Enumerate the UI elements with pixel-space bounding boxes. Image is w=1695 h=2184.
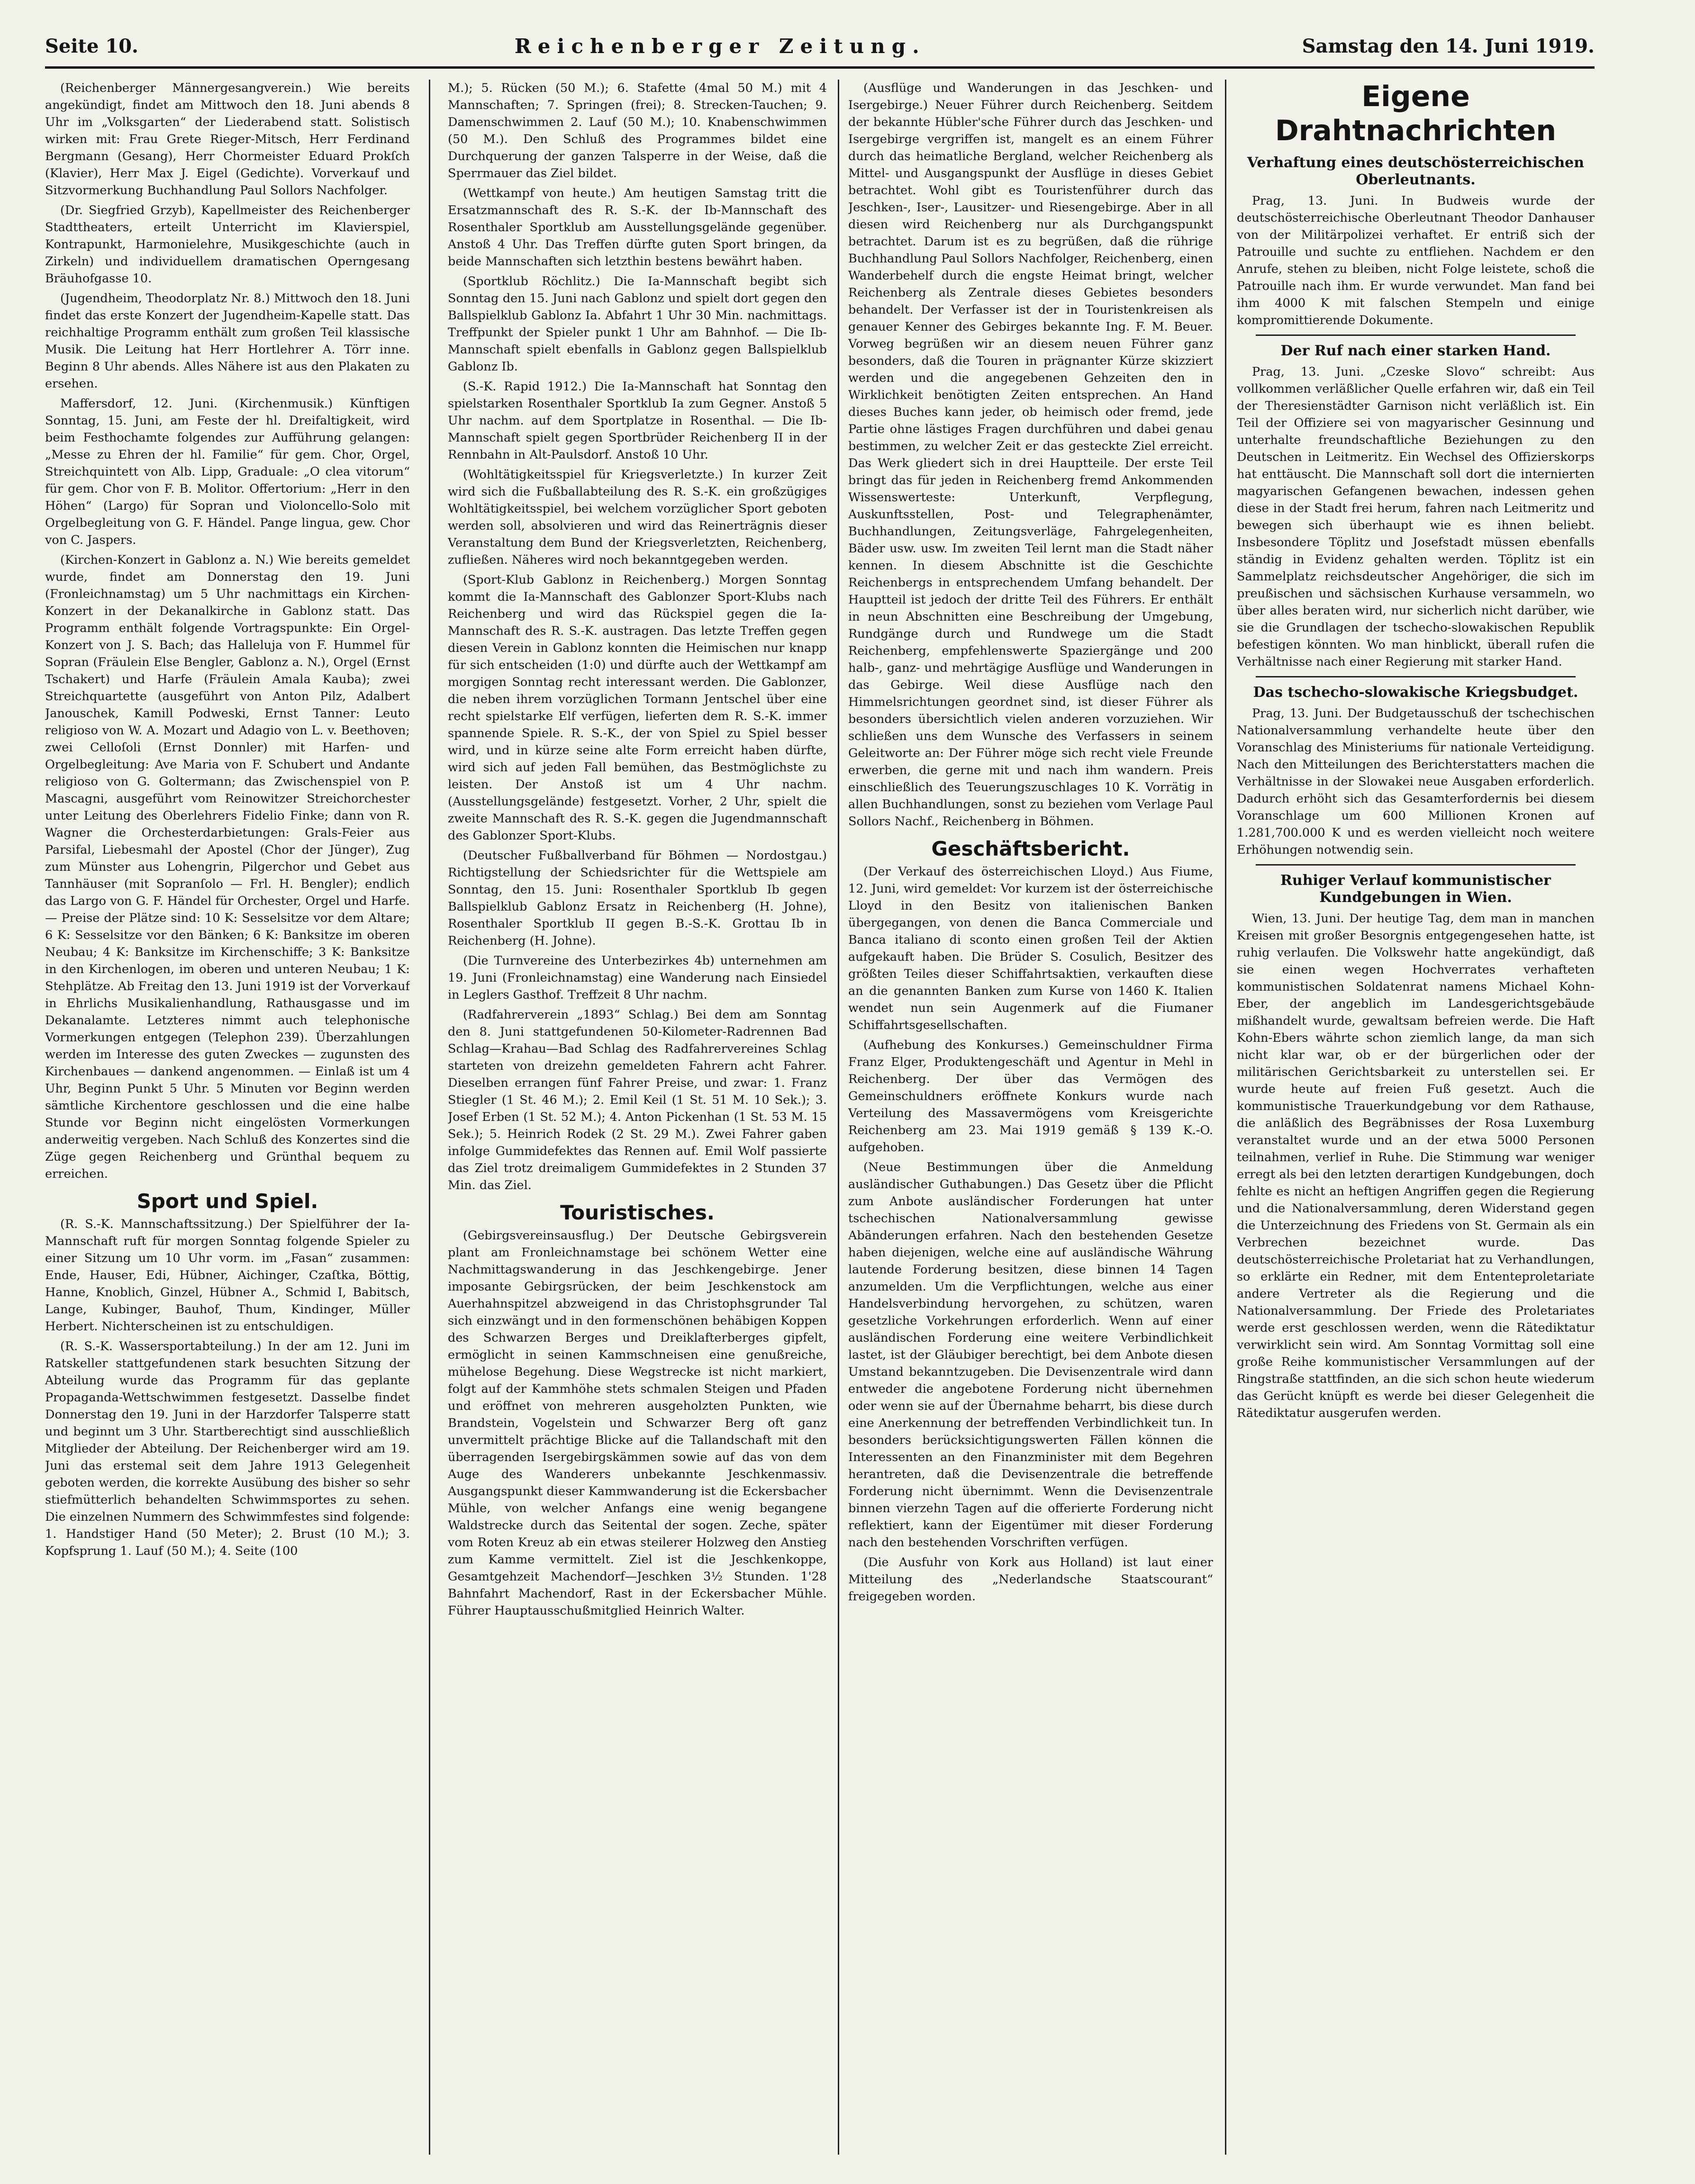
article-lloyd: (Der Verkauf des österreichischen Lloyd.) Aus Fiume, 12. Juni, wird gemeldet: Vor kurzem ist der österreichische Lloyd in den Besitz von italienischen Banken übergegangen, von denen die Banca Commerciale und Banca italiano di sconto einen großen Teil der Aktien aufgekauft haben. Die Brüder S. Cosulich, Besitzer des größten Teiles dieser Schiffahrtsaktien, verkauften diese an die genannten Banken zum Kurse von 1460 K. Italien wendet nun sein Augenmerk auf die Fiumaner Schiffahrtsgesellschaften. — [848, 865, 1213, 1032]
header-rule — [45, 66, 1595, 69]
headline-verhaftung: Verhaftung eines deutschösterreichischen Oberleutnants. — [1247, 154, 1585, 188]
article-verhaftung: Prag, 13. Juni. In Budweis wurde der deutschösterreichische Oberleutnant Theodor Danhauser von der Militärpolizei verhaftet. Er entriß sich der Patrouille und suchte zu entfliehen. Nachdem er den Anrufe, stehen zu bleiben, nicht Folge leistete, schoß die Patrouille nach ihm. Er wurde verwundet. Man fand bei ihm 4000 K mit falschen Stempeln und einige kompromittierende Dokumente. — [1237, 194, 1595, 327]
article-guthabungen: (Neue Bestimmungen über die Anmeldung ausländischer Guthabungen.) Das Gesetz über die Pflicht zum Anbote ausländischer Forderungen hat unter tschechischen Nationalversammlung gewisse Abänderungen erfahren. Nach den bestehenden Gesetze haben diejenigen, welche eine auf ausländische Währung lautende Forderung besitzen, diese binnen 14 Tagen anzumelden. Um die Verpflichtungen, welche aus einer Handelsverbindung hervorgehen, zu schützen, waren gesetzliche Vorkehrungen erforderlich. Wenn auf einer ausländischen Forderung eine weitere Verbindlichkeit lastet, ist der Gläubiger berechtigt, bei dem Anbote diesen Umstand bekanntzugeben. Die Devisenzentrale wird dann entweder die angebotene Forderung nicht übernehmen oder wenn sie auf der Übernahme beharrt, bis diese durch eine Anerkennung der betreffenden Verbindlichkeit tun. In besonders berücksichtigungswerten Fällen können die Interessenten an den Finanzminister mit dem Begehren herantreten, daß die Devisenzentrale die betreffende Forderung nicht übernimmt. Wenn die Devisenzentrale binnen vierzehn Tagen auf die offerierte Forderung nicht reflektiert, kann der Eigentümer mit dieser Forderung nach den bestehenden Vorschriften verfügen. — [848, 1160, 1213, 1550]
headline-kriegsbudget: Das tschecho-slowakische Kriegsbudget. — [1253, 684, 1578, 701]
newspaper-title: Reichenberger Zeitung. — [514, 34, 926, 58]
separator — [1256, 334, 1576, 336]
article-gebirgsverein: (Gebirgsvereinsausflug.) Der Deutsche Gebirgsverein plant am Fronleichnamstage bei schönem Wetter eine Nachmittagswanderung in das Jeschkengebirge. Jener imposante Gebirgsrücken, der beim Jeschkenstock am Auerhahnspitzel abzweigend in das Christophsgrunder Tal sich einzwängt und in den formenschönen behäbigen Koppen des Schwarzen Berges und Dreiklafterberges gipfelt, ermöglicht in seinen Kammschneisen eine genußreiche, mühelose Begehung. Diese Wegstrecke ist nicht markiert, folgt auf der Kammhöhe stets schmalen Steigen und Pfaden und eröffnet von mehreren ausgeholzten Punkten, wie Brandstein, Vogelstein und Schwarzer Berg oft ganz unvermittelt prächtige Blicke auf die Tallandschaft mit den überragenden Isergebirgskämmen sowie auf das von dem Auge des Wanderers unbekannte Jeschkenmassiv. Ausgangspunkt dieser Kammwanderung ist die Eckersbacher Mühle, von welcher Anfangs eine wenig begangene Waldstrecke durch das Seitental der sogen. Zeche, später vom Roten Kreuz ab ein etwas steilerer Holzweg den Anstieg zum Kamme vermittelt. Ziel ist die Jeschkenkoppe, Gesamtgehzeit Machendorf—Jeschken 3½ Stunden. 1'28 Bahnfahrt Machendorf, Rast in der Eckersbacher Mühle. Führer Hauptausschußmitglied Heinrich Walter. — [448, 1228, 827, 1618]
article-kriegsbudget: Prag, 13. Juni. Der Budgetausschuß der tschechischen Nationalversammlung verhandelte heute über den Voranschlag des Ministeriums für nationale Verteidigung. Nach den Mitteilungen des Berichterstatters machen die Verhältnisse in der Slowakei neue Ausgaben erforderlich. Dadurch erhöht sich das Gesamterfordernis bei diesem Voranschlage um 600 Millionen Kronen auf 1.281,700.000 K und es werden vielleicht noch weitere Erhöhungen notwendig sein. — [1237, 706, 1595, 857]
article-wassersport-cont: M.); 5. Rücken (50 M.); 6. Stafette (4mal 50 M.) mit 4 Mannschaften; 7. Springen (frei); 8. Strecken-Tauchen; 9. Damenschwimmen 2. Lauf (50 M.); 10. Knabenschwimmen (50 M.). Den Schluß des Programmes bildet eine Durchquerung der ganzen Talsperre in der Weise, daß die Sperrmauer das Ziel bildet. — [448, 81, 827, 180]
article-turnvereine: (Die Turnvereine des Unterbezirkes 4b) unternehmen am 19. Juni (Fronleichnamstag) eine Wanderung nach Einsiedel in Leglers Gasthof. Treffzeit 8 Uhr nachm. — [448, 954, 827, 1002]
section-heading-touristisches: Touristisches. — [560, 1201, 715, 1224]
column-rule — [1225, 80, 1226, 2155]
article-radfahrer: (Radfahrerverein „1893“ Schlag.) Bei dem am Sonntag den 8. Juni stattgefundenen 50-Kilometer-Radrennen Bad Schlag—Krahau—Bad Schlag des Radfahrervereines Schlag starteten von dreizehn gemeldeten Fahrern acht Fahrer. Dieselben errangen fünf Fahrer Preise, und zwar: 1. Franz Stiegler (1 St. 46 M.); 2. Emil Keil (1 St. 51 M. 10 Sek.); 3. Josef Erben (1 St. 52 M.); 4. Anton Pickenhan (1 St. 53 M. 15 Sek.); 5. Heinrich Rodek (2 St. 29 M.). Zwei Fahrer gaben infolge Gummidefektes das Rennen auf. Emil Wolf passierte das Ziel trotz dreimaligem Gummidefektes in 2 Stunden 37 Min. das Ziel. — [448, 1008, 827, 1192]
article-gablonz: (Sport-Klub Gablonz in Reichenberg.) Morgen Sonntag kommt die Ia-Mannschaft des Gablonzer Sport-Klubs nach Reichenberg und wird das Rückspiel gegen die Ia-Mannschaft des R. S.-K. austragen. Das letzte Treffen gegen diesen Verein in Gablonz konnten die Heimischen nur knapp für sich entscheiden (1:0) und dürfte auch der Wettkampf am morgigen Sonntag recht interessant werden. Die Gablonzer, die neben ihrem vorzüglichen Tormann Jentschel über eine recht spielstarke Elf verfügen, lieferten dem R. S.-K. immer spannende Spiele. R. S.-K., der von Spiel zu Spiel besser wird, und in kürze seine alte Form erreicht haben dürfte, wird sich auf jeden Fall bemühen, das Bestmöglichste zu leisten. Der Anstoß ist um 4 Uhr nachm. (Ausstellungsgelände) festgesetzt. Vorher, 2 Uhr, spielt die zweite Mannschaft des R. S.-K. gegen die Jugendmannschaft des Gablonzer Sport-Klubs. — [448, 573, 827, 843]
article-fussballverband: (Deutscher Fußballverband für Böhmen — Nordostgau.) Richtigstellung der Schiedsrichter für die Wettspiele am Sonntag, den 15. Juni: Rosenthaler Sportklub Ib gegen Ballspielklub Gablonz Ersatz in Reichenberg (H. Johne), Rosenthaler Sportklub II gegen B.-S.-K. Grottau Ib in Reichenberg (H. Johne). — [448, 848, 827, 948]
column-4 — [1237, 80, 1595, 2155]
page-number: Seite 10. — [45, 35, 138, 57]
page-header — [45, 29, 1595, 63]
article-jugendheim: (Jugendheim, Theodorplatz Nr. 8.) Mittwoch den 18. Juni findet das erste Konzert der Jugendheim-Kapelle statt. Das reichhaltige Programm enthält zum großen Teil klassische Musik. Die Leitung hat Herr Hortlehrer A. Törr inne. Beginn 8 Uhr abends. Alles Nähere ist aus den Plakaten zu ersehen. — [45, 291, 410, 391]
article-kork: (Die Ausfuhr von Kork aus Holland) ist laut einer Mitteilung des „Nederlandsche Staatscourant“ freigegeben worden. — [848, 1555, 1213, 1604]
issue-date: Samstag den 14. Juni 1919. — [1302, 35, 1595, 57]
column-3 — [848, 80, 1213, 2155]
column-2 — [448, 80, 827, 2155]
article-grzyb: (Dr. Siegfried Grzyb), Kapellmeister des Reichenberger Stadttheaters, erteilt Unterricht im Klavierspiel, Kontrapunkt, Harmonielehre, Musikgeschichte (auch in Zirkeln) und individuellem dramatischen Operngesang Bräuhofgasse 10. — [45, 203, 410, 286]
article-ruhiger-verlauf: Wien, 13. Juni. Der heutige Tag, dem man in manchen Kreisen mit großer Besorgnis entgegengesehen hatte, ist ruhig verlaufen. Die Volkswehr hatte angekündigt, daß sie einen wegen Hochverrates verhafteten kommunistischen Soldatenrat namens Michael Kohn-Eber, der angeblich im Landesgerichtsgebäude mißhandelt wurde, gewaltsam befreien werde. Die Haft Kohn-Ebers währte schon ziemlich lange, da man sich nicht klar war, ob er der bürgerlichen oder der militärischen Gerichtsbarkeit zu unterstellen sei. Er wurde heute auf freien Fuß gesetzt. Auch die kommunistische Trauerkundgebung vor dem Rathause, die anläßlich des Begräbnisses der Rosa Luxemburg veranstaltet wurde und an der etwa 5000 Personen teilnahmen, verlief in Ruhe. Die Stimmung war weniger erregt als bei den letzten derartigen Kundgebungen, doch fehlte es nicht an heftigen Angriffen gegen die Regierung und die Nationalversammlung, deren Widerstand gegen die Unterzeichnung des Friedens von St. Germain als ein Verbrechen bezeichnet wurde. Das deutschösterreichische Proletariat hat zu Verhandlungen, so erklärte ein Redner, mit dem Ententeproletariate andere Vertreter als die Regierung und die Nationalversammlung. Der Friede des Proletariates werde erst geschlossen werden, wenn die Rätediktatur verwirklicht sein wird. Am Sonntag Vormittag soll eine große Reihe kommunistischer Versammlungen auf der Ringstraße stattfinden, an die sich schon heute wiederum das Gerücht knüpft es werde bei dieser Gelegenheit die Rätediktatur ausgerufen werden. — [1237, 912, 1595, 1420]
article-kirchen-konzert: (Kirchen-Konzert in Gablonz a. N.) Wie bereits gemeldet wurde, findet am Donnerstag den 19. Juni (Fronleichnamstag) um 5 Uhr nachmittags ein Kirchen-Konzert in der Dekanalkirche in Gablonz statt. Das Programm enthält folgende Vortragspunkte: Ein Orgel-Konzert von J. S. Bach; das Halleluja von F. Hummel für Sopran (Fräulein Else Bengler, Gablonz a. N.), Orgel (Ernst Tschakert) und Harfe (Fräulein Amala Kauba); zwei Streichquartette (ausgeführt von Anton Pilz, Adalbert Janouschek, Kamill Podweski, Ernst Tanner: Leuto religioso von W. A. Mozart und Adagio von L. v. Beethoven; zwei Celloſoli (Ernst Donnler) mit Harfen- und Orgelbegleitung: Ave Maria von F. Schubert und Andante religioso von G. Goltermann; das Zwischenspiel von P. Mascagni, ausgeführt vom Reinowitzer Streichorchester unter Leitung des Oberlehrers Fidelio Finke; dann von R. Wagner die Orchesterdarbietungen: Grals-Feier aus Parsifal, Liebesmahl der Apostel (Chor der Jünger), Zug zum Münster aus Lohengrin, Pilgerchor und Gebet aus Tannhäuser (mit Sopranſolo — Frl. H. Bengler); endlich das Largo von G. F. Händel für Orchester, Orgel und Harfe. — Preise der Plätze sind: 10 K: Sesselsitze vor dem Altare; 6 K: Sesselsitze vor den Bänken; 6 K: Banksitze im oberen Neubau; 4 K: Banksitze im Kirchenschiffe; 3 K: Banksitze in den Kirchenlogen, im oberen und unteren Neubau; 1 K: Stehplätze. Ab Freitag den 13. Juni 1919 ist der Vorverkauf in Ehrlichs Musikalienhandlung, Rathausgasse und im Dekanalamte. Letzteres nimmt auch telephonische Vormerkungen entgegen (Telephon 239). Überzahlungen werden im Interesse des guten Zweckes — zugunsten des Kirchenbaues — dankend angenommen. — Einlaß ist um 4 Uhr, Beginn Punkt 5 Uhr. 5 Minuten vor Beginn werden sämtliche Kirchentore geschlossen und die eine halbe Stunde vor Beginn nicht eingelösten Vormerkungen anderweitig vergeben. Nach Schluß des Konzertes sind die Züge gegen Reichenberg und Grünthal bequem zu erreichen. — [45, 553, 410, 1181]
article-konkurs: (Aufhebung des Konkurses.) Gemeinschuldner Firma Franz Elger, Produktengeschäft und Agentur in Mehl in Reichenberg. Der über das Vermögen des Gemeinschuldners eröffnete Konkurs wurde nach Verteilung des Massavermögens vom Kreisgerichte Reichenberg am 23. Mai 1919 gemäß § 139 K.-O. aufgehoben. — [848, 1038, 1213, 1155]
article-rapid: (S.-K. Rapid 1912.) Die Ia-Mannschaft hat Sonntag den spielstarken Rosenthaler Sportklub Ia zum Gegner. Anstoß 5 Uhr nachm. auf dem Sportplatze in Rosenthal. — Die Ib-Mannschaft spielt gegen Sportbrüder Reichenberg II in der Rennbahn in Alt-Paulsdorf. Anstoß 10 Uhr. — [448, 379, 827, 462]
section-heading-sport: Sport und Spiel. — [136, 1190, 318, 1213]
section-heading-drahtnachrichten: Eigene Drahtnachrichten — [1275, 80, 1557, 147]
headline-ruf: Der Ruf nach einer starken Hand. — [1280, 343, 1551, 359]
article-maennergesangverein: (Reichenberger Männergesangverein.) Wie bereits angekündigt, findet am Mittwoch den 18. Juni abends 8 Uhr im „Volksgarten“ der Liederabend statt. Solistisch wirken mit: Frau Grete Rieger-Mitsch, Herr Ferdinand Bergmann (Gesang), Herr Chormeister Eduard Prokſch (Klavier), Herr Max J. Eigel (Gedichte). Vorverkauf und Sitzvormerkung Buchhandlung Paul Sollors Nachfolger. — [45, 81, 410, 198]
column-rule — [838, 80, 839, 2155]
article-wohltaetigkeit: (Wohltätigkeitsspiel für Kriegsverletzte.) In kurzer Zeit wird sich die Fußballabteilung des R. S.-K. ein großzügiges Wohltätigkeitsspiel, bei welchem vorzüglicher Sport geboten werden soll, absolvieren und wird das Reinerträgnis dieser Veranstaltung dem Bund der Kriegsverletzten, Reichenberg, zufließen. Näheres wird noch bekanntgegeben werden. — [448, 468, 827, 567]
separator — [1256, 864, 1576, 866]
article-ruf: Prag, 13. Juni. „Czeske Slovo“ schreibt: Aus vollkommen verläßlicher Quelle erfahren wir, daß ein Teil der Theresienstädter Garnison nicht verläßlich ist. Ein Teil der Offiziere sei von magyarischer Gesinnung und unterhalte freundschaftliche Beziehungen zu den Deutschen in Leitmeritz. Ein Wechsel des Offizierskorps hat enttäuscht. Die Mannschaft soll dort die internierten magyarischen Gefangenen bewachen, indessen gehen diese in der Stadt frei herum, fahren nach Leitmeritz und bewegen sich überhaupt wie es ihnen beliebt. Insbesondere Töplitz und Josefstadt müssen ebenfalls ständig in Evidenz gehalten werden. Töplitz ist ein Sammelplatz reichsdeutscher Angehöriger, die sich im preußischen und sächsischen Kurhause versammeln, wo über alles beraten wird, nur sicherlich nicht darüber, wie sie die Grundlagen der tschecho-slowakischen Republik befestigen könnten. Wo man hinblickt, überall rufen die Verhältnisse nach einer Regierung mit starker Hand. — [1237, 365, 1595, 669]
headline-ruhiger-verlauf: Ruhiger Verlauf kommunistischer Kundgebungen in Wien. — [1280, 872, 1551, 906]
separator — [1256, 676, 1576, 677]
article-maffersdorf: Maffersdorf, 12. Juni. (Kirchenmusik.) Künftigen Sonntag, 15. Juni, am Feste der hl. Dreifaltigkeit, wird beim Festhochamte folgendes zur Aufführung gelangen: „Messe zu Ehren der hl. Familie“ für gem. Chor, Orgel, Streichquintett von Alb. Lipp, Graduale: „O clea vitorum“ für gem. Chor von F. B. Molitor. Offertorium: „Herr in den Höhen“ (Largo) für Sopran und Violoncello-Solo mit Orgelbegleitung von G. F. Händel. Pange lingua, gew. Chor von C. Jaspers. — [45, 397, 410, 547]
article-roechlitz: (Sportklub Röchlitz.) Die Ia-Mannschaft begibt sich Sonntag den 15. Juni nach Gablonz und spielt dort gegen den Ballspielklub Gablonz Ia. Abfahrt 1 Uhr 30 Min. nachmittags. Treffpunkt der Spieler punkt 1 Uhr am Bahnhof. — Die Ib-Mannschaft spielt ebenfalls in Gablonz gegen Ballspielklub Gablonz Ib. — [448, 274, 827, 374]
article-wassersport: (R. S.-K. Wassersportabteilung.) In der am 12. Juni im Ratskeller stattgefundenen stark besuchten Sitzung der Abteilung wurde das Programm für das geplante Propaganda-Wettschwimmen festgesetzt. Dasselbe findet Donnerstag den 19. Juni in der Harzdorfer Talsperre statt und beginnt um 3 Uhr. Startberechtigt sind ausschließlich Mitglieder der Abteilung. Der Reichenberger wird am 19. Juni das erstemal seit dem Jahre 1913 Gelegenheit geboten werden, die korrekte Ausübung des bisher so sehr stiefmütterlich behandelten Schwimmsportes zu sehen. Die einzelnen Nummern des Schwimmfestes sind folgende: 1. Handstiger Hand (50 Meter); 2. Brust (10 M.); 3. Kopfsprung 1. Lauf (50 M.); 4. Seite (100 — [45, 1339, 410, 1558]
column-rule — [429, 80, 430, 2155]
section-heading-geschaeftsbericht: Geschäftsbericht. — [931, 837, 1130, 860]
column-1 — [45, 80, 410, 2155]
article-wettkampf: (Wettkampf von heute.) Am heutigen Samstag tritt die Ersatzmannschaft des R. S.-K. der Ib-Mannschaft des Rosenthaler Sportklub am Ausstellungsgelände gegenüber. Anstoß 4 Uhr. Das Treffen dürfte guten Sport bringen, da beide Mannschaften sich letzthin bestens bewährt haben. — [448, 186, 827, 269]
article-mannschaftssitzung: (R. S.-K. Mannschaftssitzung.) Der Spielführer der Ia-Mannschaft ruft für morgen Sonntag folgende Spieler zu einer Sitzung um 10 Uhr vorm. im „Fasan“ zusammen: Ende, Hauser, Edi, Hübner, Aichinger, Czaſtka, Böttig, Hanne, Knoblich, Ginzel, Hübner A., Schmid I, Babitsch, Lange, Kubinger, Bauhof, Thum, Kindinger, Müller Herbert. Nichterscheinen ist zu entschuldigen. — [45, 1217, 410, 1334]
article-ausfluege: (Ausflüge und Wanderungen in das Jeschken- und Isergebirge.) Neuer Führer durch Reichenberg. Seitdem der bekannte Hübler'sche Führer durch das Jeschken- und Isergebirge vergriffen ist, mangelt es an einem Führer durch das heimatliche Bergland, welcher Reichenberg als Mittel- und Ausgangspunkt der Ausflüge in dieses Gebiet betrachtet. Wohl gibt es Touristenführer durch das Jeschken-, Iser-, Lausitzer- und Riesengebirge. Aber in all diesen wird Reichenberg nur als Durchgangspunkt betrachtet. Darum ist es zu begrüßen, daß die rührige Buchhandlung Paul Sollors Nachfolger, Reichenberg, einen Wanderbehelf durch die engste Heimat bringt, welcher Reichenberg als Zentrale dieses Gebietes besonders behandelt. Der Verfasser ist der in Touristenkreisen als genauer Kenner des Gebirges bekannte Ing. F. M. Beuer. Vorweg begrüßen wir an diesem neuen Führer ganz besonders, daß die Touren in prägnanter Kürze skizziert werden und die angegebenen Gehzeiten den in Wirklichkeit benötigten Zeiten entsprechen. An Hand dieses Buches kann jeder, ob heimisch oder fremd, jede Partie ohne lästiges Fragen durchführen und dabei genau bestimmen, zu welcher Zeit er das gesteckte Ziel erreicht. Das Werk gliedert sich in drei Hauptteile. Der erste Teil bringt das für jeden in Reichenberg fremd Ankommenden Wissenswerteste: Unterkunft, Verpflegung, Auskunftsstellen, Post- und Telegraphenämter, Buchhandlungen, Zeitungsverläge, Fahrgelegenheiten, Bäder usw. usw. Im zweiten Teil lernt man die Stadt näher kennen. In diesem Abschnitte ist die Geschichte Reichenbergs in entsprechendem Umfang behandelt. Der Hauptteil ist jedoch der dritte Teil des Führers. Er enthält in neun Abschnitten eine Beschreibung der Umgebung, Rundgänge durch und Rundwege um die Stadt Reichenberg, empfehlenswerte Spaziergänge und 200 halb-, ganz- und mehrtägige Ausflüge und Wanderungen in das Gebirge. Weil diese Ausflüge nach den Himmelsrichtungen geordnet sind, ist dieser Führer als besonders übersichtlich vielen anderen vorzuziehen. Wir schließen uns dem Wunsche des Verfassers in seinem Geleitworte an: Der Führer möge sich recht viele Freunde erwerben, die gerne mit und nach ihm wandern. Preis einschließlich des Teuerungszuschlages 10 K. Vorrätig in allen Buchhandlungen, sonst zu beziehen vom Verlage Paul Sollors Nachf., Reichenberg in Böhmen. — [848, 81, 1213, 829]
